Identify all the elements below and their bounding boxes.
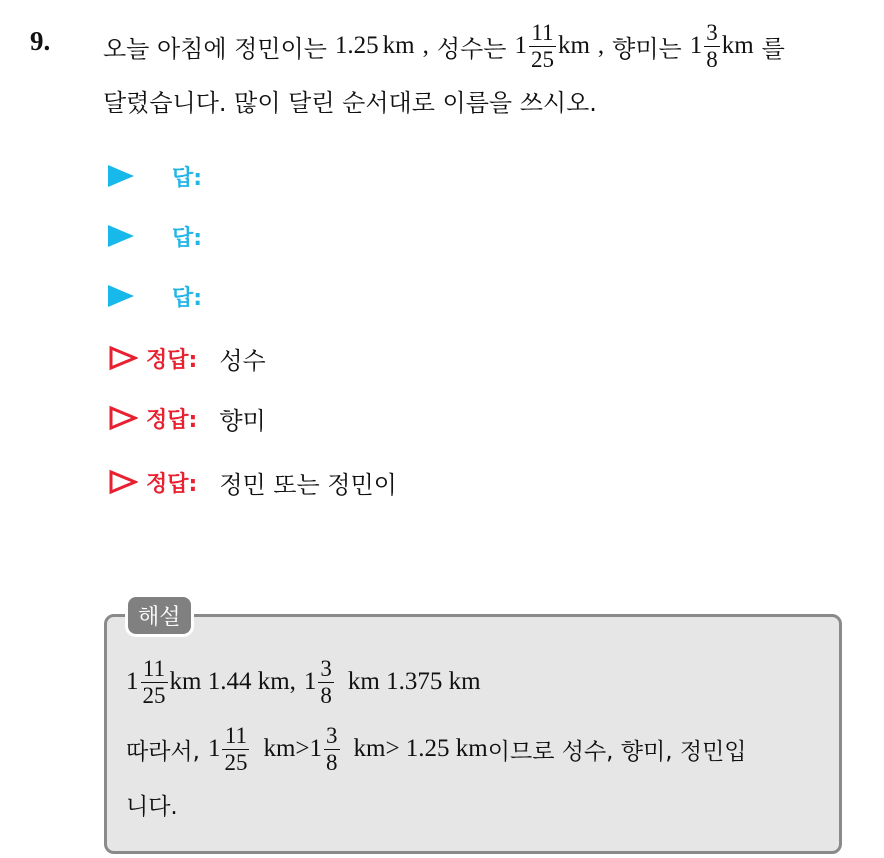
sol-fraction xyxy=(222,723,249,776)
sol-fraction xyxy=(324,723,340,776)
solution-line-1 xyxy=(126,652,481,712)
sol-line3-text: 니다. xyxy=(126,793,178,820)
sol-whole: 1 xyxy=(126,668,139,695)
correct-answer-label: 정답: xyxy=(146,471,198,497)
hyangmi-denominator: 8 xyxy=(706,46,718,72)
sol-denominator: 8 xyxy=(326,749,338,775)
filled-triangle-icon xyxy=(108,225,134,247)
answer-blank-label: 답: xyxy=(172,285,203,311)
answer-blank-1[interactable] xyxy=(108,156,202,196)
answer-blank-label: 답: xyxy=(172,165,203,191)
correct-answer-value: 정민 또는 정민이 xyxy=(219,470,397,499)
correct-answer-1 xyxy=(108,338,266,378)
sol-compare: km> 1.25 km xyxy=(353,735,488,762)
seongsu-label: 성수는 xyxy=(436,34,507,63)
comma: , xyxy=(422,32,429,59)
correct-answer-value: 성수 xyxy=(219,346,266,375)
filled-triangle-icon xyxy=(108,285,134,307)
hyangmi-fraction xyxy=(704,20,720,73)
hyangmi-label: 향미는 xyxy=(612,34,682,63)
seongsu-fraction xyxy=(529,20,556,73)
sol-numerator: 11 xyxy=(142,655,166,681)
question-intro: 오늘 아침에 정민이는 xyxy=(103,34,327,63)
sol-whole: 1 xyxy=(303,668,317,695)
outline-triangle-icon xyxy=(108,345,138,371)
sol-prefix: 따라서, xyxy=(126,738,200,765)
correct-answer-label: 정답: xyxy=(146,347,198,373)
sol-denominator: 8 xyxy=(320,682,332,708)
sol-suffix: 이므로 성수, 향미, 정민입 xyxy=(487,738,747,765)
sol-text: km 1.375 km xyxy=(347,668,481,695)
solution-line-3 xyxy=(126,784,178,824)
question-line-1 xyxy=(103,16,785,76)
answer-blank-label: 답: xyxy=(172,225,203,251)
sol-numerator: 3 xyxy=(320,655,332,681)
filled-triangle-icon xyxy=(108,165,134,187)
sol-compare: km>1 xyxy=(263,735,323,762)
question-line-2 xyxy=(103,80,597,120)
sol-whole: 1 xyxy=(207,735,221,762)
sol-numerator: 3 xyxy=(326,722,338,748)
correct-answer-value: 향미 xyxy=(219,406,266,435)
sol-fraction xyxy=(141,656,168,709)
seongsu-whole: 1 xyxy=(514,32,527,59)
answer-blank-2[interactable] xyxy=(108,216,202,256)
seongsu-denominator: 25 xyxy=(530,46,554,72)
sol-denominator: 25 xyxy=(224,749,248,775)
minjung-distance: 1.25 xyxy=(334,32,379,59)
hyangmi-numerator: 3 xyxy=(706,19,718,45)
sol-numerator: 11 xyxy=(224,722,248,748)
unit-km: km xyxy=(557,32,590,59)
sol-denominator: 25 xyxy=(142,682,166,708)
outline-triangle-icon xyxy=(108,405,138,431)
question-line2-text: 달렸습니다. 많이 달린 순서대로 이름을 쓰시오. xyxy=(103,88,597,117)
correct-answer-3 xyxy=(108,462,397,502)
correct-answer-2 xyxy=(108,398,266,438)
sol-fraction xyxy=(318,656,334,709)
unit-km: km xyxy=(382,32,415,59)
sol-text: km 1.44 km, xyxy=(169,668,296,695)
solution-tab: 해설 xyxy=(128,597,191,634)
solution-line-2 xyxy=(126,718,747,780)
correct-answer-label: 정답: xyxy=(146,407,198,433)
unit-km: km xyxy=(721,32,754,59)
hyangmi-whole: 1 xyxy=(689,32,703,59)
question-number: 9. xyxy=(30,26,51,56)
comma: , xyxy=(597,32,605,59)
answer-blank-3[interactable] xyxy=(108,276,202,316)
question-line1-end: 를 xyxy=(761,34,785,63)
outline-triangle-icon xyxy=(108,469,138,495)
seongsu-numerator: 11 xyxy=(531,19,554,45)
